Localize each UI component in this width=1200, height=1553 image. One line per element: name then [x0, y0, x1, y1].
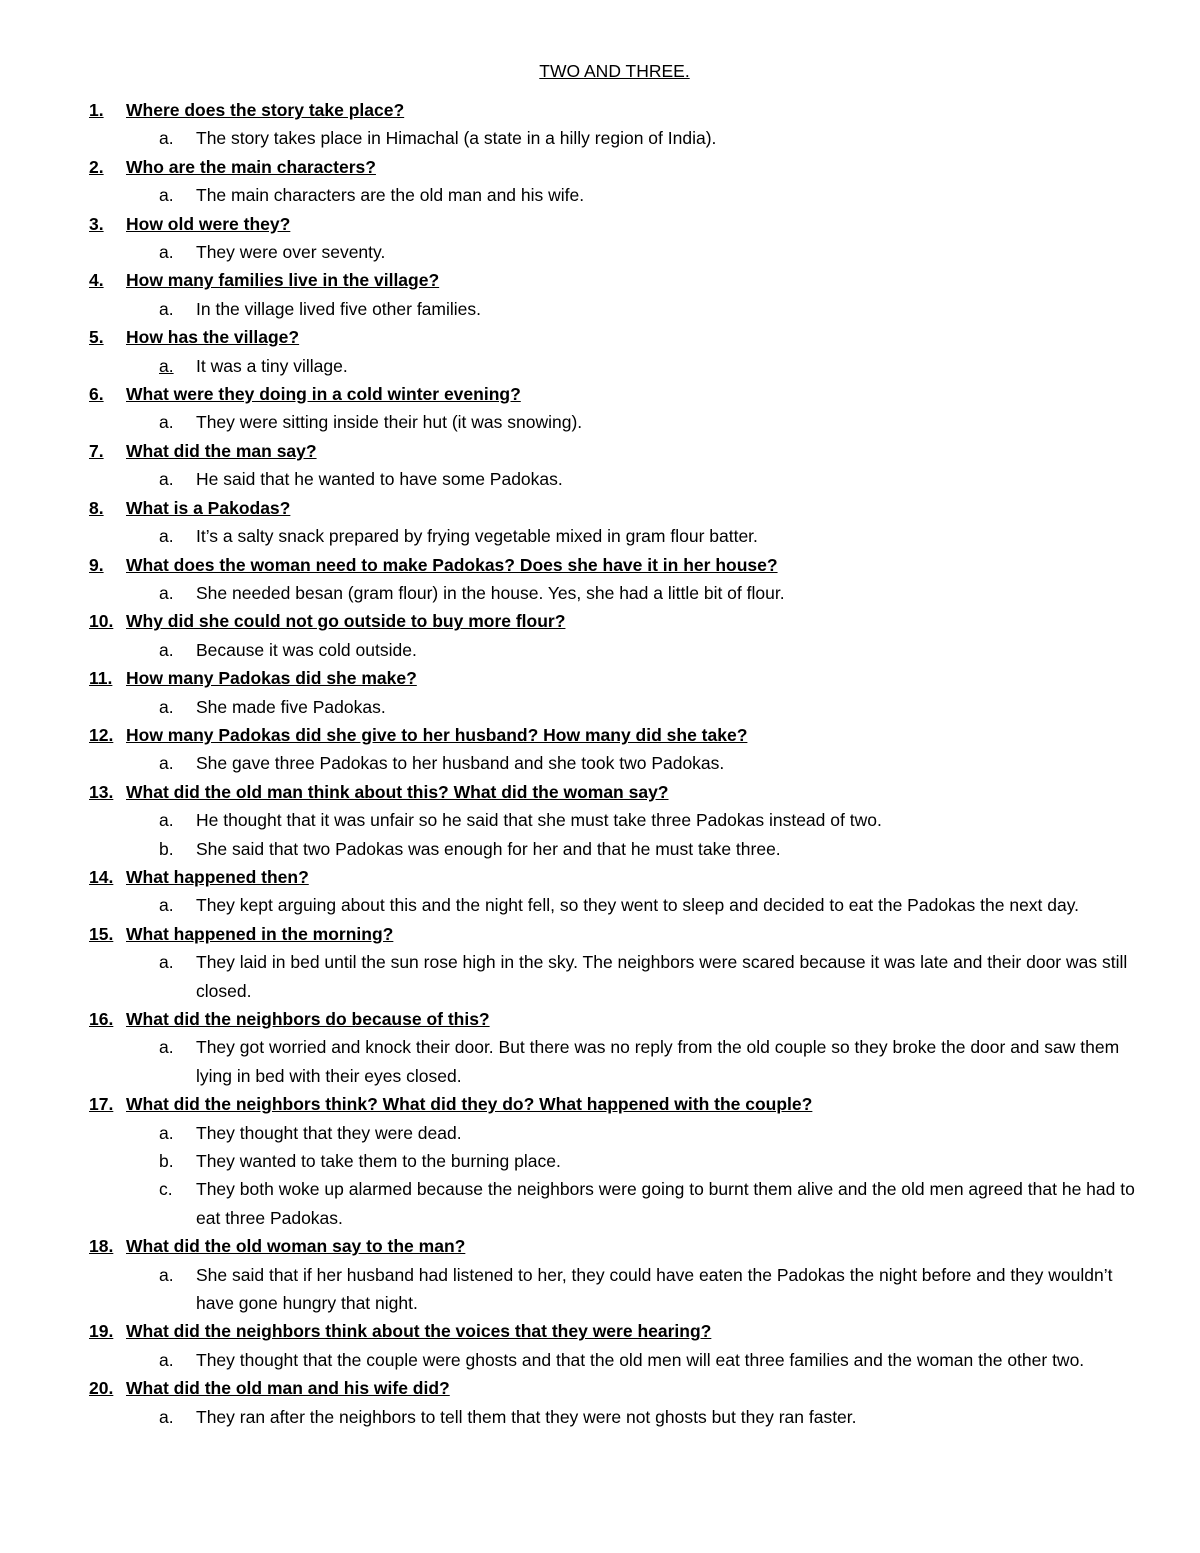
answer-list — [89, 1403, 1140, 1431]
question-text: How has the village? — [126, 327, 300, 348]
answer-list — [89, 1119, 1140, 1233]
question-item — [89, 210, 1140, 267]
question-text: What does the woman need to make Padokas? Does she have it in her house? — [126, 554, 778, 575]
answer-list — [89, 636, 1140, 664]
question-text: What did the neighbors do because of this? — [126, 1009, 490, 1029]
answer-letter: a. — [159, 298, 174, 319]
question — [89, 664, 1140, 692]
answer-text: The main characters are the old man and his wife. — [196, 185, 585, 206]
answer — [89, 522, 1140, 550]
answer — [89, 124, 1140, 152]
answer-text: She needed besan (gram flour) in the house. Yes, she had a little bit of flour. — [196, 582, 785, 603]
question-item — [89, 153, 1140, 210]
answer-list — [89, 181, 1140, 209]
question-number: 18. — [89, 1236, 114, 1257]
question-number: 7. — [89, 440, 104, 461]
answer — [89, 1346, 1140, 1374]
question-number: 3. — [89, 213, 104, 234]
question-list — [89, 96, 1140, 1431]
question-item — [89, 607, 1140, 664]
answer — [89, 835, 1140, 863]
answer-letter: a. — [159, 952, 174, 973]
question-item — [89, 437, 1140, 494]
answer-text: They wanted to take them to the burning place. — [196, 1151, 561, 1172]
answer-letter: a. — [159, 128, 174, 149]
answer — [89, 1175, 1140, 1232]
answer-list — [89, 579, 1140, 607]
question-number: 14. — [89, 866, 114, 887]
answer-letter: b. — [159, 838, 174, 859]
question-text: What did the old woman say to the man? — [126, 1236, 466, 1257]
answer-letter: a. — [159, 696, 174, 717]
answer-letter: a. — [159, 469, 174, 490]
question — [89, 1374, 1140, 1402]
answer-letter: a. — [159, 1037, 174, 1058]
question-number: 5. — [89, 327, 104, 348]
question — [89, 266, 1140, 294]
answer — [89, 948, 1140, 1005]
answer-list — [89, 1033, 1140, 1090]
answer-letter: a. — [159, 185, 174, 206]
answer-text: They thought that the couple were ghosts and that the old men will eat three families and the woman the other two. — [196, 1349, 1085, 1370]
answer-list — [89, 1346, 1140, 1374]
question-number: 11. — [89, 668, 113, 689]
answer-letter: a. — [159, 355, 174, 376]
answer-letter: a. — [159, 810, 174, 831]
answer — [89, 465, 1140, 493]
question — [89, 920, 1140, 948]
question-number: 12. — [89, 724, 114, 745]
answer — [89, 749, 1140, 777]
question-number: 4. — [89, 270, 104, 291]
question-text: Where does the story take place? — [126, 100, 405, 120]
question — [89, 323, 1140, 351]
question-text: What did the neighbors think about the voices that they were hearing? — [126, 1321, 712, 1342]
question-item — [89, 1374, 1140, 1431]
answer-text: Because it was cold outside. — [196, 639, 417, 660]
answer-text: She gave three Padokas to her husband and she took two Padokas. — [196, 753, 725, 774]
answer-list — [89, 465, 1140, 493]
answer — [89, 238, 1140, 266]
question-text: How many Padokas did she make? — [126, 668, 417, 689]
question-item — [89, 96, 1140, 153]
answer-letter: a. — [159, 242, 174, 263]
answer-list — [89, 693, 1140, 721]
question-number: 9. — [89, 554, 104, 575]
question-item — [89, 551, 1140, 608]
question — [89, 1317, 1140, 1345]
answer — [89, 1147, 1140, 1175]
question-item — [89, 721, 1140, 778]
question-number: 8. — [89, 497, 104, 518]
answer-list — [89, 948, 1140, 1005]
answer-list — [89, 295, 1140, 323]
answer-list — [89, 749, 1140, 777]
question — [89, 380, 1140, 408]
question-text: What did the neighbors think? What did they do? What happened with the couple? — [126, 1094, 813, 1115]
question-item — [89, 664, 1140, 721]
answer — [89, 891, 1140, 919]
answer — [89, 181, 1140, 209]
answer — [89, 1033, 1140, 1090]
answer-text: They thought that they were dead. — [196, 1122, 462, 1143]
question-number: 16. — [89, 1009, 114, 1029]
question — [89, 96, 1140, 124]
question-item — [89, 380, 1140, 437]
answer-letter: a. — [159, 1349, 174, 1370]
question-item — [89, 1232, 1140, 1317]
question-text: Why did she could not go outside to buy more flour? — [126, 611, 566, 632]
question — [89, 437, 1140, 465]
question-number: 6. — [89, 384, 104, 405]
answer-text: The story takes place in Himachal (a state in a hilly region of India). — [196, 128, 717, 149]
answer — [89, 1261, 1140, 1318]
question-text: What happened then? — [126, 866, 309, 887]
question-number: 1. — [89, 100, 104, 120]
answer-text: They kept arguing about this and the night fell, so they went to sleep and decided to eat the Padokas the next day. — [196, 895, 1080, 916]
answer-text: She said that two Padokas was enough for her and that he must take three. — [196, 838, 781, 859]
question-text: Who are the main characters? — [126, 156, 376, 177]
question-text: What did the old man and his wife did? — [126, 1378, 450, 1399]
question — [89, 551, 1140, 579]
answer — [89, 408, 1140, 436]
answer-text: They were over seventy. — [196, 242, 386, 263]
answer-list — [89, 124, 1140, 152]
question-text: What did the old man think about this? What did the woman say? — [126, 781, 669, 802]
answer-text: They ran after the neighbors to tell them that they were not ghosts but they ran faster. — [196, 1406, 857, 1427]
answer-text: It was a tiny village. — [196, 355, 348, 376]
question-text: What were they doing in a cold winter evening? — [126, 384, 521, 405]
answer-letter: a. — [159, 1264, 174, 1285]
question-text: What is a Pakodas? — [126, 497, 291, 518]
answer — [89, 1403, 1140, 1431]
answer-letter: a. — [159, 526, 174, 547]
answer — [89, 352, 1140, 380]
answer-letter: a. — [159, 582, 174, 603]
answer-text: He thought that it was unfair so he said that she must take three Padokas instead of two. — [196, 810, 882, 831]
question-number: 19. — [89, 1321, 114, 1342]
question-number: 17. — [89, 1094, 114, 1115]
answer — [89, 1119, 1140, 1147]
question-text: How many Padokas did she give to her husband? How many did she take? — [126, 724, 748, 745]
question-number: 2. — [89, 156, 104, 177]
answer-text: They laid in bed until the sun rose high in the sky. The neighbors were scared because it was late and their door was still closed. — [196, 952, 1128, 1001]
answer-text: It’s a salty snack prepared by frying vegetable mixed in gram flour batter. — [196, 526, 758, 547]
answer-text: He said that he wanted to have some Padokas. — [196, 469, 563, 490]
answer — [89, 579, 1140, 607]
answer-list — [89, 806, 1140, 863]
page-title: TWO AND THREE. — [539, 61, 690, 81]
question-text: What did the man say? — [126, 440, 317, 461]
question — [89, 721, 1140, 749]
answer-list — [89, 1261, 1140, 1318]
answer-letter: a. — [159, 412, 174, 433]
question-item — [89, 494, 1140, 551]
question-item — [89, 863, 1140, 920]
answer-letter: a. — [159, 1406, 174, 1427]
answer-letter: a. — [159, 895, 174, 916]
question — [89, 210, 1140, 238]
question-item — [89, 920, 1140, 1005]
question-item — [89, 1317, 1140, 1374]
question-text: What happened in the morning? — [126, 923, 394, 944]
question-number: 13. — [89, 781, 114, 802]
answer-list — [89, 522, 1140, 550]
question — [89, 1232, 1140, 1260]
question-text: How old were they? — [126, 213, 291, 234]
answer-list — [89, 352, 1140, 380]
answer-text: She made five Padokas. — [196, 696, 386, 717]
question-text: How many families live in the village? — [126, 270, 440, 291]
answer — [89, 806, 1140, 834]
answer-text: They both woke up alarmed because the neighbors were going to burnt them alive and the old men agreed that he had to eat three Padokas. — [196, 1179, 1135, 1228]
answer-list — [89, 238, 1140, 266]
answer — [89, 295, 1140, 323]
question-item — [89, 778, 1140, 863]
question — [89, 778, 1140, 806]
question — [89, 607, 1140, 635]
answer-text: They were sitting inside their hut (it was snowing). — [196, 412, 583, 433]
answer — [89, 636, 1140, 664]
answer-letter: b. — [159, 1151, 174, 1172]
question-number: 10. — [89, 611, 114, 632]
answer-letter: a. — [159, 1122, 174, 1143]
question-item — [89, 1005, 1140, 1090]
question-item — [89, 323, 1140, 380]
answer-text: In the village lived five other families. — [196, 298, 481, 319]
question-number: 20. — [89, 1378, 114, 1399]
question-number: 15. — [89, 923, 114, 944]
answer-text: She said that if her husband had listened to her, they could have eaten the Padokas the night before and they wouldn’t have gone hungry that night. — [196, 1264, 1113, 1314]
question — [89, 153, 1140, 181]
question-item — [89, 1090, 1140, 1232]
answer-list — [89, 891, 1140, 919]
answer-letter: c. — [159, 1179, 173, 1200]
answer-letter: a. — [159, 753, 174, 774]
question — [89, 1005, 1140, 1033]
question-item — [89, 266, 1140, 323]
answer-letter: a. — [159, 639, 174, 660]
question — [89, 494, 1140, 522]
answer-list — [89, 408, 1140, 436]
answer — [89, 693, 1140, 721]
question — [89, 1090, 1140, 1118]
question — [89, 863, 1140, 891]
answer-text: They got worried and knock their door. But there was no reply from the old couple so they broke the door and saw them lying in bed with their eyes closed. — [196, 1037, 1120, 1086]
